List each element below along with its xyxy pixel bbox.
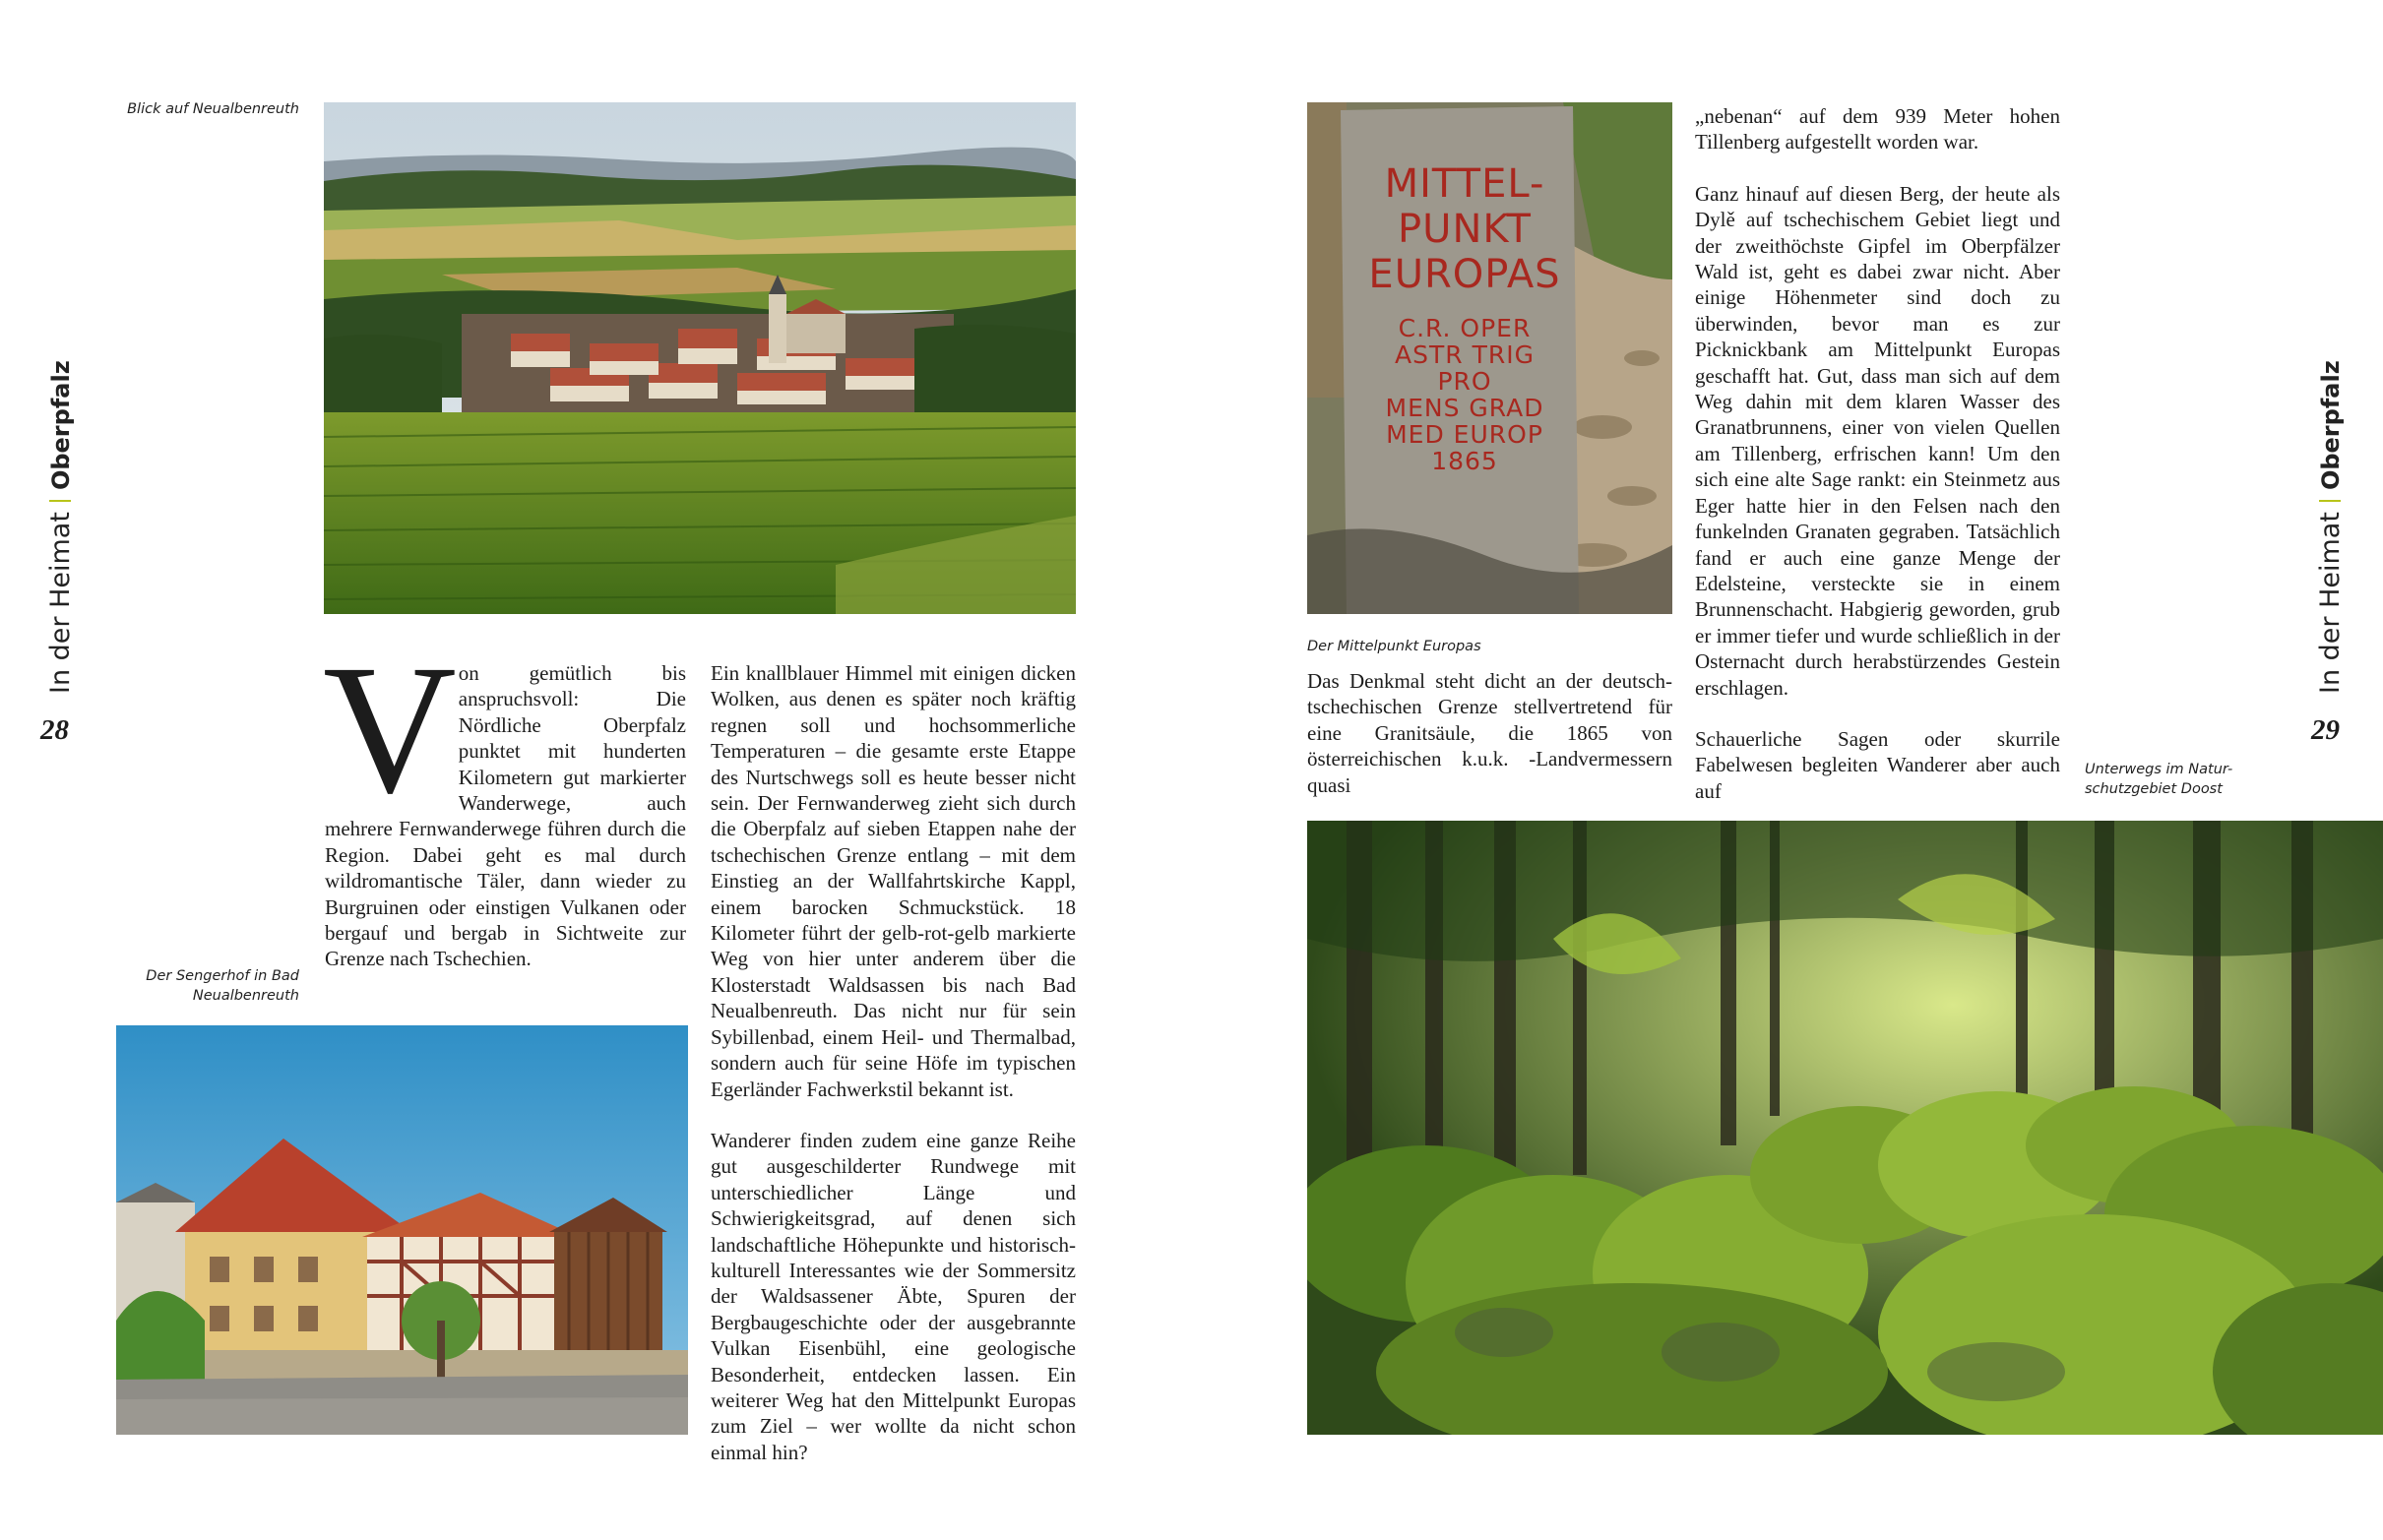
caption-sengerhof-line2: Neualbenreuth: [192, 988, 299, 1004]
right-article-column-1: [1307, 668, 1672, 824]
photo-sengerhof: [116, 1025, 688, 1435]
inscription-small-3: PRO: [1437, 367, 1492, 396]
article-paragraph-sage: Ganz hinauf auf diesen Berg, der heute als Dylě auf tschechischem Gebiet liegt und der zweithöchste Gipfel im Oberpfälzer Wald ist, geht es dabei zwar nicht. Aber einige Höhenmeter sind doch zu überwinden, bevor man es zur Picknickbank am Mittelpunkt Europas geschafft hat. Gut, dass man sich auf dem Weg dahin mit dem klaren Wasser des Granatbrunnens, einer von vielen Quellen am Tillenberg, erfrischen kann! Um den sich eine alte Sage rankt: ein Steinmetz aus Eger hatte hier in den Felsen nach den funkelnden Granaten gegraben. Tatsächlich fand er auch eine ganze Menge der Edelsteine, versteckte sie in einem Brunnenschacht. Habgierig geworden, grub er immer tiefer und wurde schließlich in der Osternacht durch herabstürzendes Gestein erschlagen.: [1695, 181, 2060, 700]
article-paragraph-nurtschweg: Ein knallblauer Himmel mit einigen dicken Wolken, aus denen es später noch kräftig regnen soll und hochsommerliche Temperaturen – die gesamte erste Etappe des Nurtschwegs soll es heute besser nicht sein. Der Fernwanderweg zieht sich durch die Oberpfalz auf sieben Etappen nahe der tschechischen Grenze entlang – mit dem Einstieg an der Wallfahrtskirche Kappl, einem barocken Schmuckstück. 18 Kilometer führt der gelb-rot-gelb markierte Weg von hier unter anderem über die Klosterstadt Waldsassen bis nach Bad Neualbenreuth. Das nicht nur für sein Sybillenbad, einem Heil- und Thermalbad, sondern auch für seine Höfe im typischen Egerländer Fachwerkstil bekannt ist.: [711, 661, 1076, 1101]
right-article-column-2: [1695, 103, 2060, 830]
right-side-label-light: In der Heimat: [2315, 512, 2346, 694]
caption-monument: Der Mittelpunkt Europas: [1307, 639, 1481, 654]
left-page-number: 28: [40, 714, 69, 746]
caption-forest-line1: Unterwegs im Natur-: [2085, 762, 2233, 777]
article-paragraph-fabelwesen: Schauerliche Sagen oder skurrile Fabelwesen begleiten Wanderer aber auch auf: [1695, 726, 2060, 803]
inscription-line-1: MITTEL-: [1384, 161, 1545, 207]
inscription-line-2: PUNKT: [1398, 207, 1532, 252]
photo-monument: [1307, 102, 1672, 614]
village-landscape-illustration: [324, 102, 1076, 614]
left-side-label-bold: Oberpfalz: [47, 360, 75, 491]
left-article-column: [711, 660, 1076, 1491]
article-paragraph-denkmal: Das Denkmal steht dicht an der deutsch-tschechischen Grenze stellvertretend für eine Granitsäule, die 1865 von österreichischen k.u.k. -Landvermessern quasi: [1307, 669, 1672, 797]
article-paragraph-nebenan: „nebenan“ auf dem 939 Meter hohen Tillenberg aufgestellt worden war.: [1695, 104, 2060, 154]
inscription-small-2: ASTR TRIG: [1395, 340, 1535, 369]
inscription-small-5: MED EUROP: [1386, 420, 1543, 449]
sengerhof-illustration: [116, 1025, 688, 1435]
photo-village-landscape: [324, 102, 1076, 614]
article-paragraph-rundwege: Wanderer finden zudem eine ganze Reihe gut ausgeschilderter Rundwege mit unterschiedlicher Länge und Schwierigkeitsgrad, auf denen sich landschaftliche Höhepunkte und historisch-kulturell Interessantes wie der Sommersitz der Waldsassener Äbte, Spuren der Bergbaugeschichte oder der ausgebrannte Vulkan Eisenbühl, eine geologische Besonderheit, entdecken lassen. Ein weiterer Weg hat den Mittelpunkt Europas zum Ziel – wer wollte da nicht schon einmal hin?: [711, 1128, 1076, 1464]
dropcap-letter: V: [323, 626, 457, 832]
side-label-divider: [49, 500, 71, 502]
inscription-line-3: EUROPAS: [1368, 252, 1561, 297]
side-label-divider: [2319, 500, 2341, 502]
right-page-number: 29: [2311, 714, 2340, 746]
caption-neualbenreuth: Blick auf Neualbenreuth: [127, 101, 299, 117]
forest-illustration: [1307, 821, 2383, 1435]
right-side-label-bold: Oberpfalz: [2317, 360, 2345, 491]
inscription-small-6: 1865: [1431, 447, 1498, 475]
photo-forest: [1307, 821, 2383, 1435]
right-side-label: [2315, 360, 2346, 694]
caption-sengerhof: [59, 966, 299, 1006]
intro-paragraph: on gemütlich bis anspruchsvoll: Die Nördliche Oberpfalz punktet mit hunderten Kilometern gut markierter Wanderwege, auch mehrere Fernwanderwege führen durch die Region. Dabei geht es mal durch wildromantische Täler, dann wieder zu Burgruinen oder einstigen Vulkanen oder bergauf und bergab in Sichtweite zur Grenze nach Tschechien.: [325, 661, 686, 971]
inscription-small-1: C.R. OPER: [1398, 314, 1532, 342]
caption-forest-line2: schutzgebiet Doost: [2085, 781, 2223, 797]
left-side-label-light: In der Heimat: [45, 512, 76, 694]
caption-sengerhof-line1: Der Sengerhof in Bad: [146, 968, 299, 984]
caption-forest: [2085, 760, 2232, 799]
left-intro-column: [323, 626, 686, 972]
inscription-small-4: MENS GRAD: [1385, 394, 1544, 422]
monument-inscription: [1356, 161, 1573, 474]
left-side-label: [45, 360, 76, 694]
